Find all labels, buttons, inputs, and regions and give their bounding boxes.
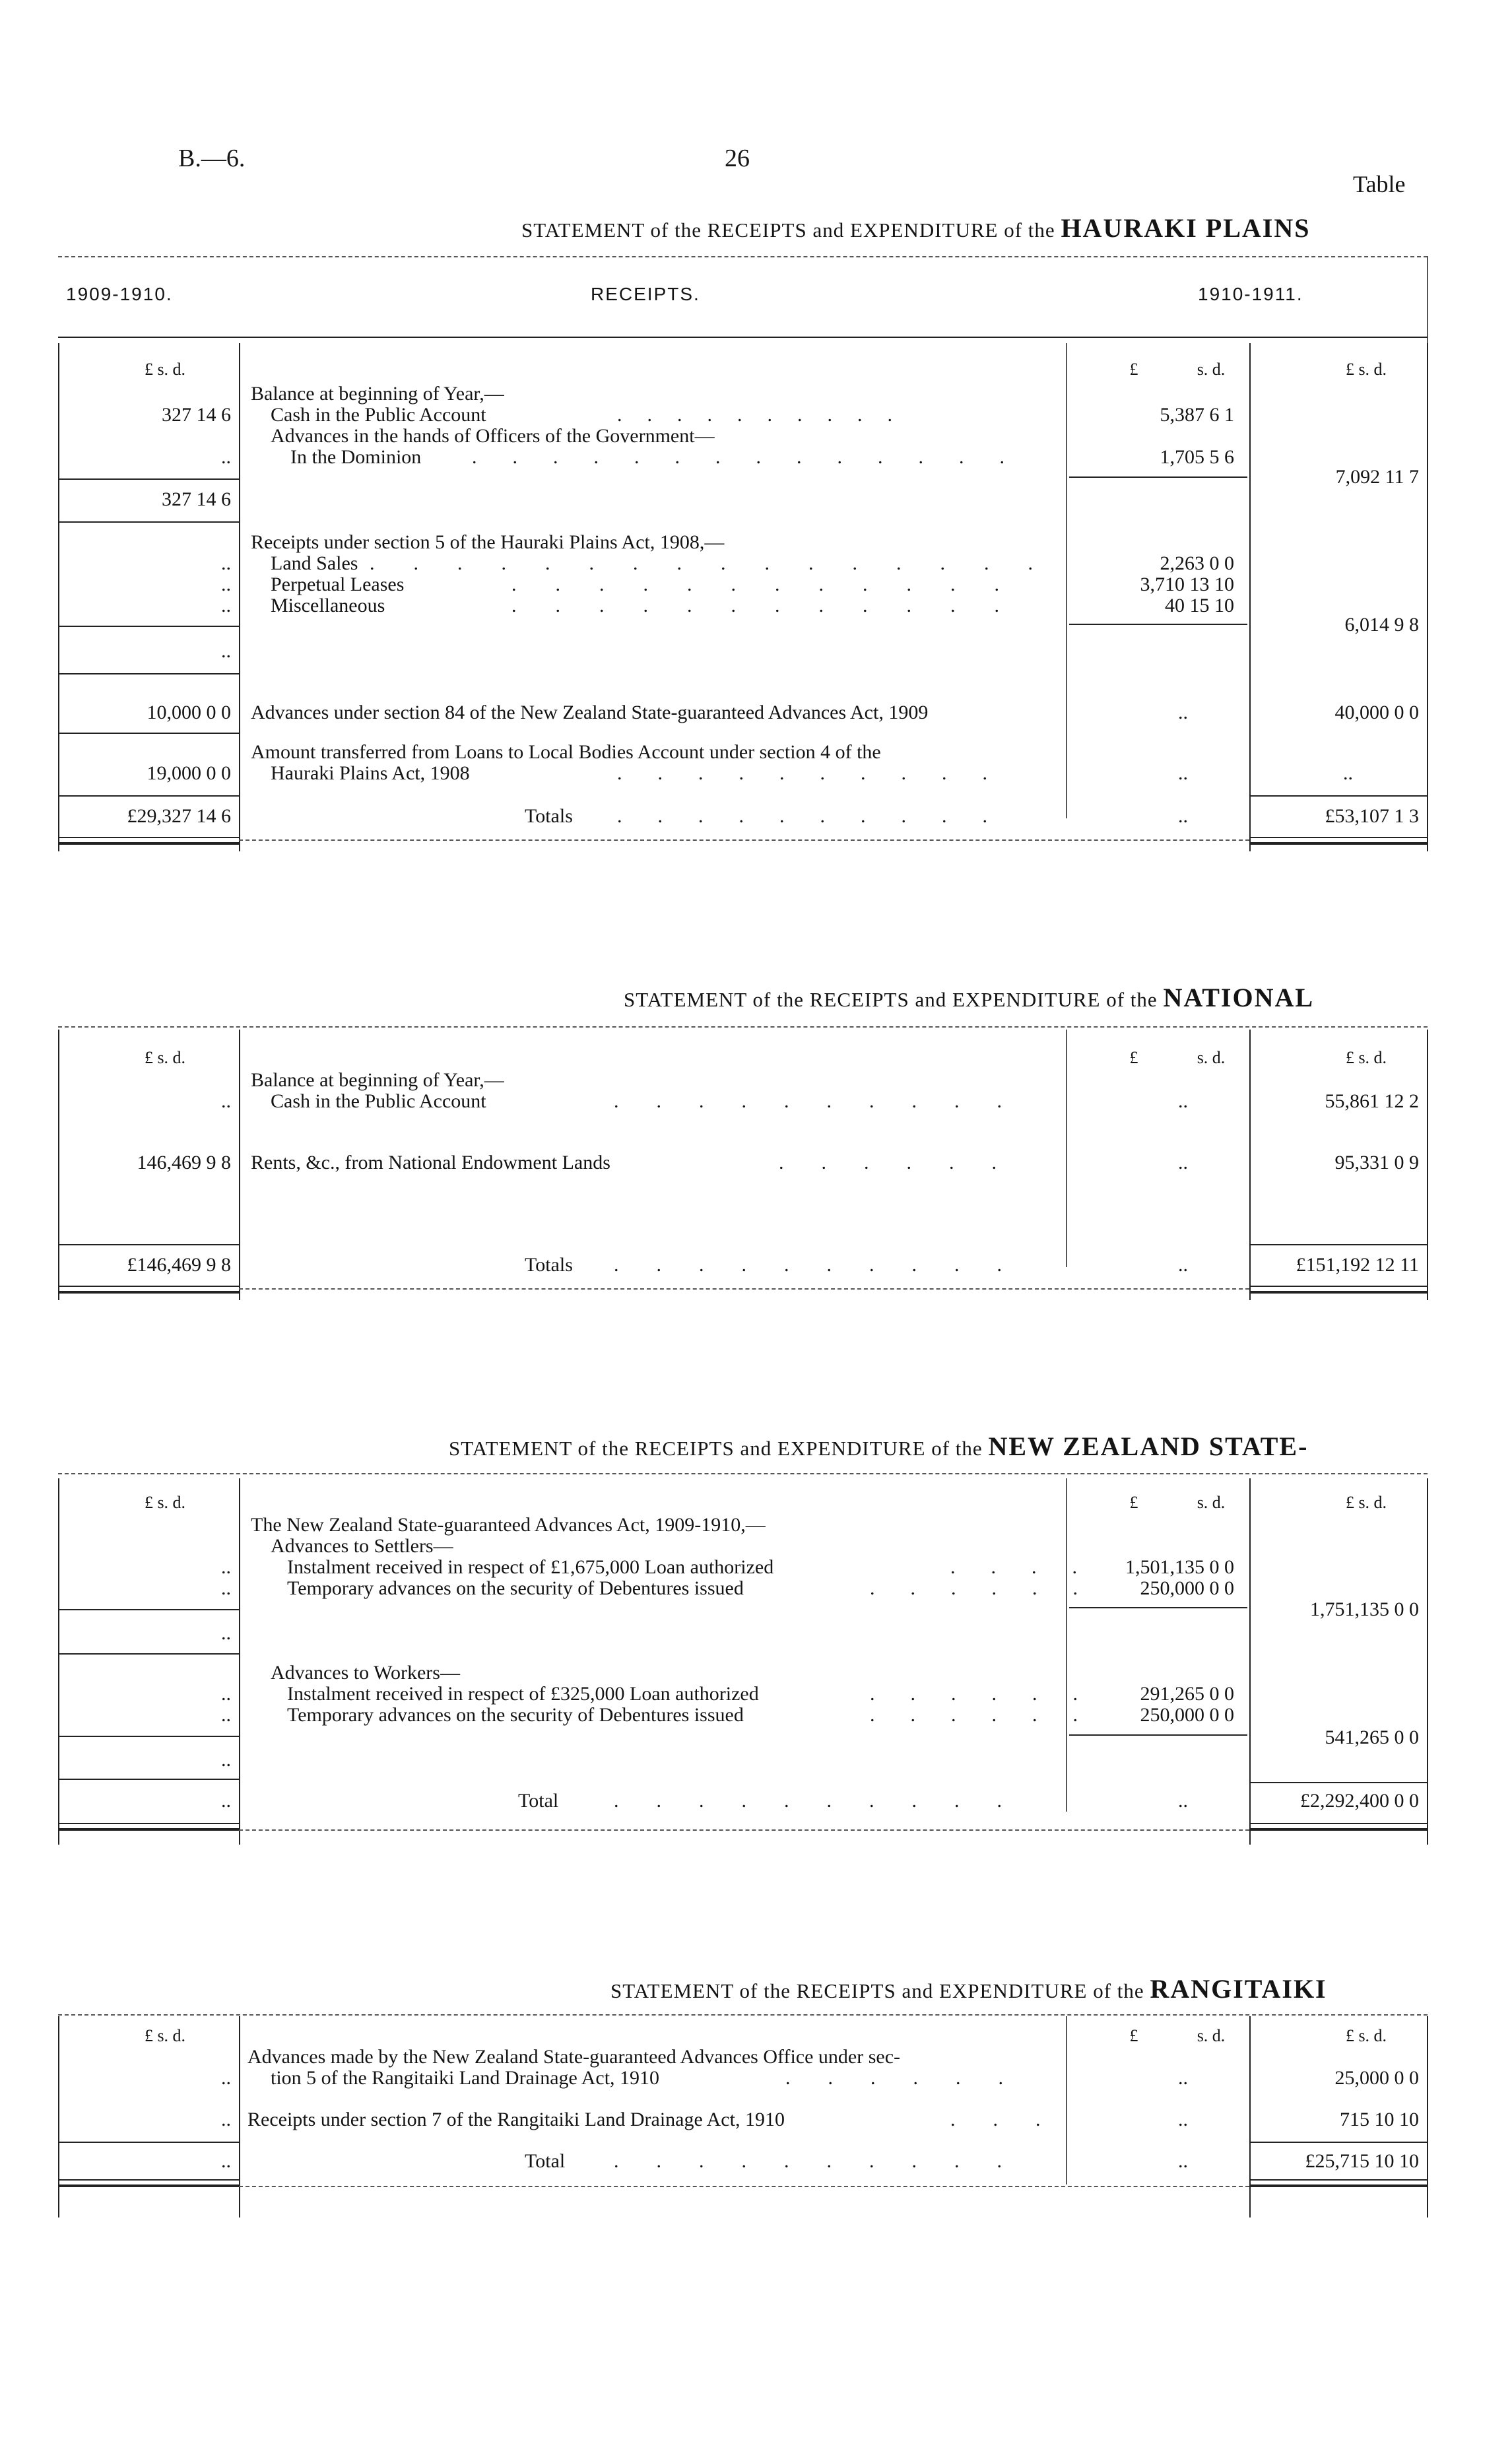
- receipts-heading: Receipts under section 5 of the Hauraki Plains Act, 1908,—: [251, 531, 725, 553]
- cash-prev: ..: [221, 1090, 231, 1112]
- balance-total: 7,092 11 7: [1335, 466, 1419, 488]
- cash-mid: ..: [1178, 1090, 1188, 1112]
- cash-label: Cash in the Public Account: [271, 1090, 486, 1112]
- perpetual-leases-cur: 3,710 13 10: [1140, 574, 1234, 595]
- currency-heading-prev: £ s. d.: [144, 2026, 186, 2045]
- advances-made-label: Advances made by the New Zealand State-guaranteed Advances Office under sec-: [247, 2046, 901, 2068]
- temporary-workers-cur: 250,000 0 0: [1140, 1704, 1234, 1726]
- cash-label: Cash in the Public Account: [271, 404, 486, 426]
- instalment-workers-prev: ..: [221, 1683, 231, 1705]
- currency-heading-sd: s. d.: [1197, 1493, 1226, 1512]
- total-label: Total: [525, 2150, 566, 2172]
- prev-subtotal-2: ..: [221, 640, 231, 662]
- balance-heading: Balance at beginning of Year,—: [251, 383, 504, 405]
- state-advances-label: Advances under section 84 of the New Zealand State-guaranteed Advances Act, 1909: [251, 702, 929, 723]
- currency-heading-sd: s. d.: [1197, 360, 1226, 379]
- state-advances-cur: 40,000 0 0: [1334, 702, 1419, 723]
- dominion-label: In the Dominion: [290, 446, 422, 468]
- land-sales-cur: 2,263 0 0: [1160, 552, 1234, 574]
- instalment-workers-cur: 291,265 0 0: [1140, 1683, 1234, 1705]
- transfer-label-continued: Hauraki Plains Act, 1908: [271, 762, 470, 784]
- currency-heading-total: £ s. d.: [1345, 2026, 1387, 2045]
- perpetual-leases-prev: ..: [221, 574, 231, 595]
- settlers-heading: Advances to Settlers—: [271, 1535, 453, 1557]
- workers-total: 541,265 0 0: [1325, 1726, 1419, 1748]
- page-number: 26: [725, 145, 750, 172]
- advances-officers-prev: ..: [221, 446, 231, 468]
- total-cur: £2,292,400 0 0: [1300, 1790, 1419, 1812]
- totals-cur: £151,192 12 11: [1296, 1254, 1419, 1276]
- perpetual-leases-label: Perpetual Leases: [271, 574, 405, 595]
- advances-made-prev: ..: [221, 2067, 231, 2089]
- totals-prev: £29,327 14 6: [127, 805, 231, 827]
- miscellaneous-cur: 40 15 10: [1165, 595, 1234, 616]
- land-sales-prev: ..: [221, 552, 231, 574]
- temporary-settlers-label: Temporary advances on the security of Debentures issued: [287, 1577, 744, 1599]
- advances-made-label-continued: tion 5 of the Rangitaiki Land Drainage Act, 1910: [271, 2067, 660, 2089]
- totals-label: Totals: [525, 805, 573, 827]
- column-heading-1909-1910: 1909-1910.: [66, 284, 173, 304]
- currency-heading-pound: £: [1129, 360, 1138, 379]
- section-title: STATEMENT of the RECEIPTS and EXPENDITURE of the RANGITAIKI: [610, 1974, 1327, 2004]
- instalment-workers-label: Instalment received in respect of £325,000 Loan authorized: [287, 1683, 759, 1705]
- rangitaiki-receipts-cur: 715 10 10: [1340, 2109, 1419, 2130]
- temporary-settlers-prev: ..: [221, 1577, 231, 1599]
- workers-subtotal-prev: ..: [221, 1749, 231, 1771]
- miscellaneous-label: Miscellaneous: [271, 595, 385, 616]
- state-advances-mid: ..: [1178, 702, 1188, 723]
- transfer-mid: ..: [1178, 762, 1188, 784]
- total-cur: £25,715 10 10: [1305, 2150, 1419, 2172]
- transfer-label: Amount transferred from Loans to Local Bodies Account under section 4 of the: [251, 741, 881, 763]
- land-sales-label: Land Sales: [271, 552, 358, 574]
- currency-heading-sd: s. d.: [1197, 1048, 1226, 1067]
- advances-made-cur: 25,000 0 0: [1334, 2067, 1419, 2089]
- currency-heading-prev: £ s. d.: [144, 1493, 186, 1512]
- instalment-settlers-prev: ..: [221, 1556, 231, 1578]
- currency-heading-prev: £ s. d.: [144, 1048, 186, 1067]
- transfer-prev: 19,000 0 0: [147, 762, 231, 784]
- column-heading-1910-1911: 1910-1911.: [1198, 284, 1303, 304]
- totals-label: Totals: [525, 1254, 573, 1276]
- cash-cur: 55,861 12 2: [1325, 1090, 1419, 1112]
- totals-prev: £146,469 9 8: [127, 1254, 231, 1276]
- temporary-workers-label: Temporary advances on the security of Debentures issued: [287, 1704, 744, 1726]
- advances-officers-label: Advances in the hands of Officers of the Government—: [271, 425, 715, 447]
- receipts-total: 6,014 9 8: [1344, 614, 1419, 636]
- column-heading-receipts: RECEIPTS.: [591, 284, 700, 304]
- advances-made-mid: ..: [1178, 2067, 1188, 2089]
- section-title: STATEMENT of the RECEIPTS and EXPENDITURE of the NEW ZEALAND STATE-: [449, 1431, 1309, 1461]
- instalment-settlers-cur: 1,501,135 0 0: [1125, 1556, 1234, 1578]
- rangitaiki-receipts-label: Receipts under section 7 of the Rangitaiki Land Drainage Act, 1910: [247, 2109, 785, 2130]
- currency-heading-prev: £ s. d.: [144, 360, 186, 379]
- state-advances-prev: 10,000 0 0: [147, 702, 231, 723]
- rents-mid: ..: [1178, 1152, 1188, 1173]
- total-prev: ..: [221, 2150, 231, 2172]
- instalment-settlers-label: Instalment received in respect of £1,675,000 Loan authorized: [287, 1556, 774, 1578]
- settlers-total: 1,751,135 0 0: [1310, 1598, 1419, 1620]
- document-reference: B.—6.: [178, 145, 246, 172]
- currency-heading-sd: s. d.: [1197, 2026, 1226, 2045]
- transfer-cur: ..: [1343, 762, 1353, 784]
- currency-heading-pound: £: [1129, 1493, 1138, 1512]
- rents-prev: 146,469 9 8: [137, 1152, 231, 1173]
- total-prev: ..: [221, 1790, 231, 1812]
- workers-heading: Advances to Workers—: [271, 1662, 460, 1684]
- currency-heading-total: £ s. d.: [1345, 1048, 1387, 1067]
- total-label: Total: [518, 1790, 559, 1812]
- rangitaiki-receipts-mid: ..: [1178, 2109, 1188, 2130]
- section-title: STATEMENT of the RECEIPTS and EXPENDITURE of the NATIONAL: [624, 983, 1315, 1012]
- advances-officers-cur: 1,705 5 6: [1160, 446, 1234, 468]
- total-mid: ..: [1178, 2150, 1188, 2172]
- temporary-workers-prev: ..: [221, 1704, 231, 1726]
- rangitaiki-receipts-prev: ..: [221, 2109, 231, 2130]
- act-heading: The New Zealand State-guaranteed Advances Act, 1909-1910,—: [251, 1514, 766, 1536]
- cash-prev: 327 14 6: [162, 404, 231, 426]
- totals-cur: £53,107 1 3: [1325, 805, 1419, 827]
- balance-heading: Balance at beginning of Year,—: [251, 1069, 504, 1091]
- totals-mid: ..: [1178, 1254, 1188, 1276]
- section-title: STATEMENT of the RECEIPTS and EXPENDITURE of the HAURAKI PLAINS: [521, 213, 1311, 243]
- table-continuation-word: Table: [1353, 171, 1406, 197]
- rents-label: Rents, &c., from National Endowment Lands: [251, 1152, 610, 1173]
- total-mid: ..: [1178, 1790, 1188, 1812]
- currency-heading-total: £ s. d.: [1345, 1493, 1387, 1512]
- miscellaneous-prev: ..: [221, 595, 231, 616]
- temporary-settlers-cur: 250,000 0 0: [1140, 1577, 1234, 1599]
- cash-cur: 5,387 6 1: [1160, 404, 1234, 426]
- settlers-subtotal-prev: ..: [221, 1622, 231, 1644]
- currency-heading-total: £ s. d.: [1345, 360, 1387, 379]
- currency-heading-pound: £: [1129, 2026, 1138, 2045]
- totals-mid: ..: [1178, 805, 1188, 827]
- currency-heading-pound: £: [1129, 1048, 1138, 1067]
- rents-cur: 95,331 0 9: [1334, 1152, 1419, 1173]
- prev-subtotal: 327 14 6: [162, 488, 231, 510]
